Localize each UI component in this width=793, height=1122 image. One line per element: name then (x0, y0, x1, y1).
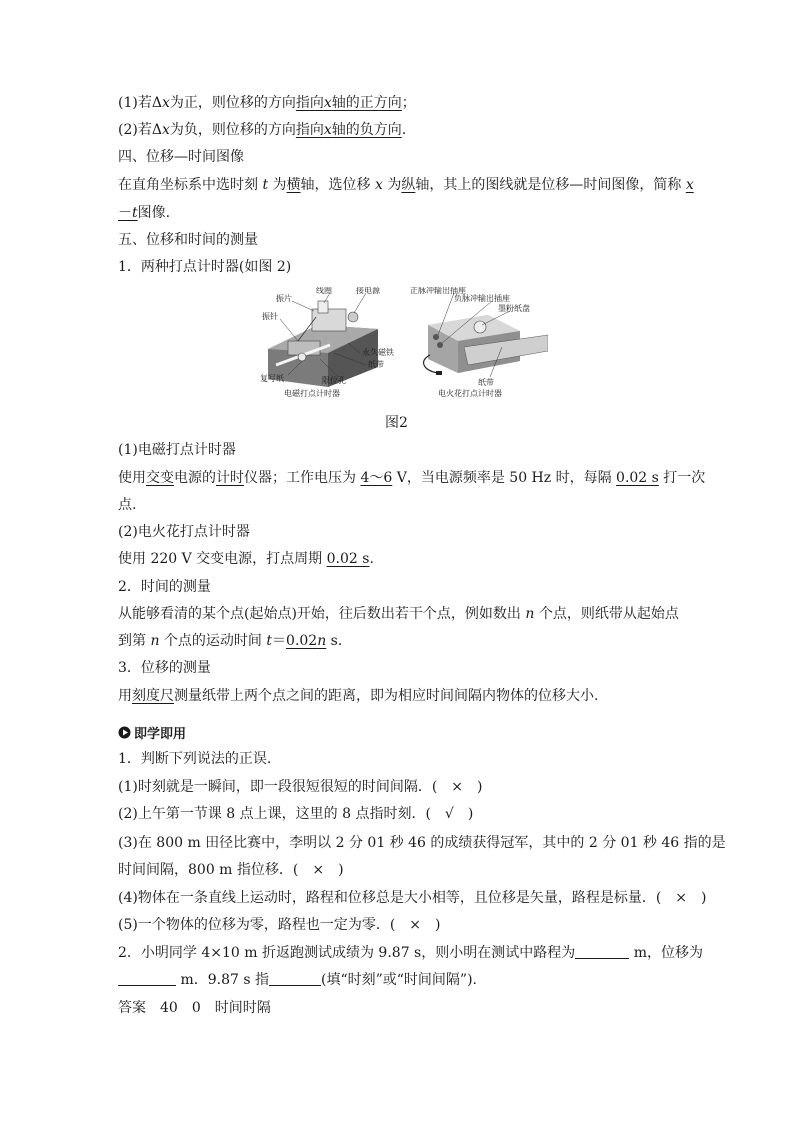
paragraph-heading: (2)电火花打点计时器 (118, 524, 250, 540)
subheading: 2．时间的测量 (118, 579, 211, 595)
quick-practice-heading: 即学即用 (118, 723, 186, 742)
text-line: (2)若Δx为负，则位移的方向指向x轴的负方向. (118, 122, 407, 138)
subheading: 3．位移的测量 (118, 660, 211, 676)
text-line: 在直角坐标系中选时刻 t 为横轴，选位移 x 为纵轴，其上的图线就是位移—时间图像，简称 x (118, 177, 694, 193)
electromagnetic-timer-image (268, 301, 378, 387)
figure-caption: 图2 (385, 415, 408, 431)
subheading: 1．两种打点计时器(如图 2) (118, 259, 292, 275)
label-positive-socket: 正脉冲输出插座 (410, 287, 466, 295)
text-line: (1)若Δx为正，则位移的方向指向x轴的正方向； (118, 95, 416, 111)
answer-line: 答案 40 0 时间时隔 (118, 1000, 271, 1016)
label-vibrating-plate: 振片 (276, 294, 292, 303)
section-heading: 四、位移—时间图像 (118, 149, 244, 165)
question-stem: 2．小明同学 4×10 m 折返跑测试成绩为 9.87 s，则小明在测试中路程为 m，位移为 (118, 945, 703, 961)
question-stem: m．9.87 s 指 (填“时刻”或“时间间隔”). (118, 970, 477, 990)
label-tape-left: 纸带 (368, 360, 384, 369)
label-carbon-paper: 复写纸 (260, 374, 284, 383)
timers-illustration (258, 287, 548, 399)
answer-blank (118, 971, 176, 986)
text-line: 点. (118, 497, 137, 513)
text-line: 从能够看清的某个点(起始点)开始，往后数出若干个点，例如数出 n 个点，则纸带从起始点 (118, 606, 679, 622)
question-item: (2)上午第一节课 8 点上课，这里的 8 点指时刻．( √ ) (118, 806, 474, 822)
question-item: (4)物体在一条直线上运动时，路程和位移总是大小相等，且位移是矢量，路程是标量．( × ) (118, 890, 707, 906)
paragraph-heading: (1)电磁打点计时器 (118, 442, 236, 458)
label-limit-hole: 限位孔 (322, 376, 346, 385)
caption-electromagnetic: 电磁打点计时器 (284, 389, 340, 398)
section-heading: 五、位移和时间的测量 (118, 232, 258, 248)
text-line: 使用交变电源的计时仪器；工作电压为 4～6 V，当电源频率是 50 Hz 时，每隔 0.02 s 打一次 (118, 470, 706, 486)
label-tape-right: 纸带 (478, 378, 494, 387)
question-item: (3)在 800 m 田径比赛中，李明以 2 分 01 秒 46 的成绩获得冠军，其中的 2 分 01 秒 46 指的是 (118, 835, 726, 851)
answer-blank (575, 944, 629, 959)
text-line: －t图像. (118, 205, 171, 221)
label-coil: 线圈 (316, 287, 332, 295)
figure-timers (258, 287, 548, 399)
answer-underline: 指向 (295, 95, 324, 111)
answer-underline: 指向 (295, 122, 324, 138)
question-item: (5)一个物体的位移为零，路程也一定为零．( × ) (118, 917, 441, 933)
text-line: 使用 220 V 交变电源，打点周期 0.02 s. (118, 551, 374, 567)
question-item: 时间间隔，800 m 指位移．( × ) (118, 862, 344, 878)
text-line: 到第 n 个点的运动时间 t＝0.02n s. (118, 633, 343, 649)
label-toner-disk: 墨粉纸盘 (498, 304, 530, 313)
caption-spark: 电火花打点计时器 (438, 389, 502, 398)
question-item: (1)时刻就是一瞬间，即一段很短很短的时间间隔．( × ) (118, 779, 483, 795)
label-needle: 振针 (262, 312, 278, 321)
question-stem: 1．判断下列说法的正误. (118, 751, 272, 767)
answer-blank (269, 971, 321, 986)
play-circle-icon (118, 726, 131, 739)
label-magnet: 永久磁铁 (362, 348, 394, 357)
label-power: 接电源 (356, 287, 380, 295)
text-line: 用刻度尺测量纸带上两个点之间的距离，即为相应时间间隔内物体的位移大小. (118, 688, 599, 704)
label-negative-socket: 负脉冲输出插座 (454, 294, 510, 303)
